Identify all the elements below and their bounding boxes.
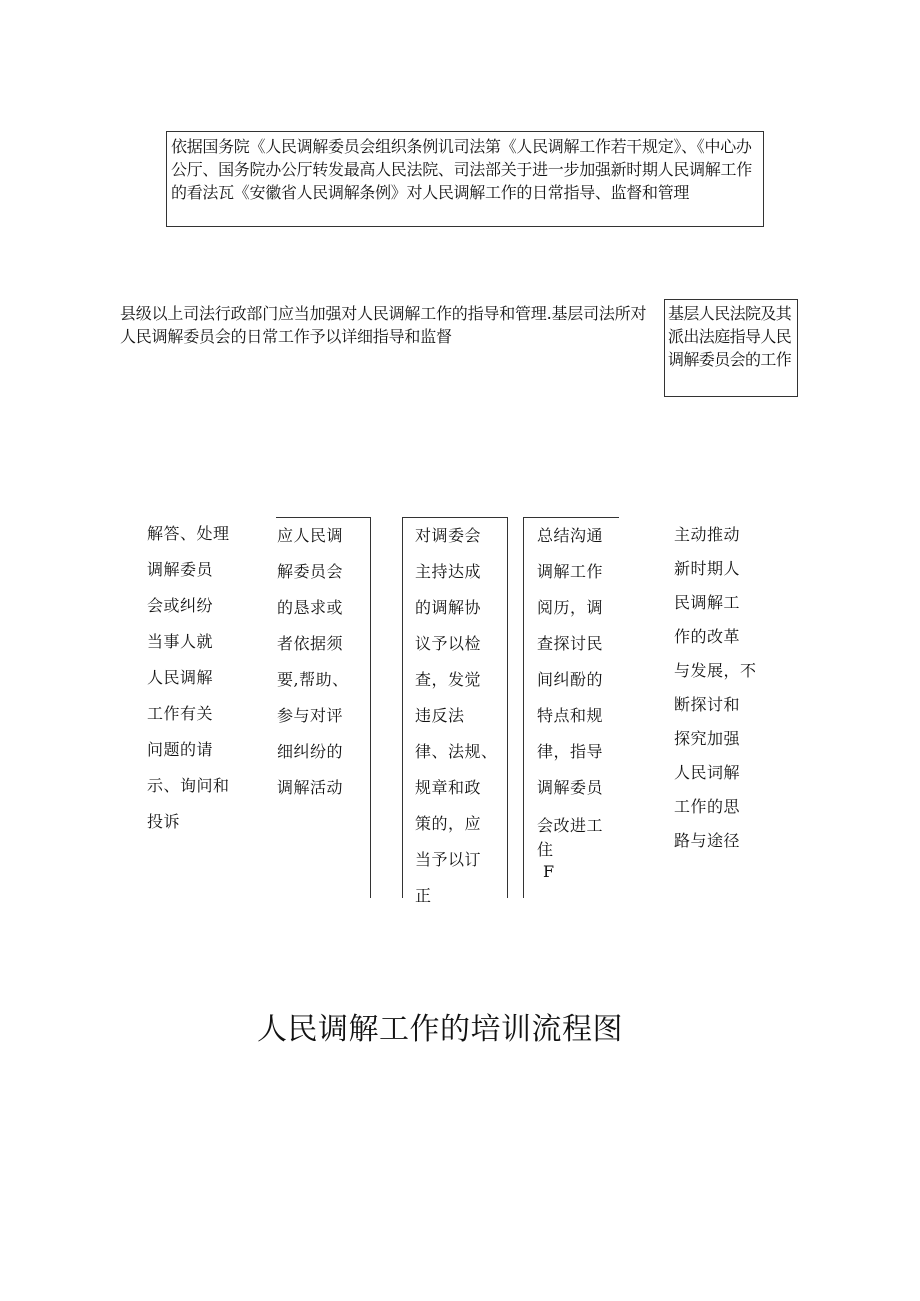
column-line: 解委员会 [277,562,344,581]
column-line: 参与对评 [277,706,344,725]
column-line: 调解委员 [537,778,604,797]
column-line: 律，指导 [537,742,604,761]
court-guidance-text: 基层人民法院及其派出法庭指导人民调解委员会的工作 [668,304,792,369]
column-divider-3 [507,518,508,898]
column-line: 住 [537,840,554,859]
column-line: 示、询问和 [147,776,230,795]
column-line: 工作的思 [674,797,741,816]
legal-basis-text: 依据国务院《人民调解委员会组织条例讥司法第《人民调解工作若干规定》、《中心办公厅、国务院办公厅转发最高人民法院、司法部关于进一步加强新时期人民调解工作的看法瓦《安徽省人民调解条例》对人民调解工作的日常指导、监督和管理 [171,137,752,202]
column-divider-4 [523,518,524,898]
column-line: 民调解工 [674,593,741,612]
column-line: 探究加强 [674,729,741,748]
column-line: 主持达成 [415,562,482,581]
column-line: 作的改革 [674,627,741,646]
column-line: 会或纠纷 [147,596,214,615]
column-line: 总结沟通 [537,526,604,545]
column-divider-2 [402,518,403,898]
column-participation [277,518,349,806]
column-line: 人民词解 [674,763,741,782]
column-line: 工作有关 [147,704,214,723]
column-line: 的调解协 [415,598,482,617]
column-line: 解答、处理 [147,524,230,543]
column-line: 者依据须 [277,634,344,653]
column-line: 律、法规、 [415,742,498,761]
column-line: 断探讨和 [674,695,741,714]
column-line: 调解活动 [277,778,344,797]
column-divider-1 [370,518,371,898]
court-guidance-box [664,299,798,397]
column-line: 应人民调 [277,526,344,545]
legal-basis-box [166,131,764,227]
column-line: 违反法 [415,706,465,725]
column-line: 对调委会 [415,526,482,545]
column-line: 间纠酚的 [537,670,604,689]
column-line: 查，发觉 [415,670,482,689]
column-line: 阅历，调 [537,598,604,617]
column-line: 调解工作 [537,562,604,581]
column-line: 会改进工 [537,816,604,835]
column-line: 规章和政 [415,778,482,797]
column-line: 投诉 [147,812,181,831]
column-line: 细纠纷的 [277,742,344,761]
column-line: 策的，应 [415,814,482,833]
column-line: F [543,862,555,881]
column-line: 主动推动 [674,525,741,544]
column-line: 当事人就 [147,632,214,651]
column-line: 正 [415,886,432,905]
column-experience-summary [537,518,603,882]
column-line: 人民调解 [147,668,214,687]
column-reform-promotion [674,518,757,858]
column-line: 查探讨民 [537,634,604,653]
column-line: 问题的请 [147,740,214,759]
column-line: 新时期人 [674,559,741,578]
judicial-admin-text: 县级以上司法行政部门应当加强对人民调解工作的指导和管理.基层司法所对人民调解委员会的日常工作予以详细指导和监督 [120,304,647,346]
column-line: 议予以检 [415,634,482,653]
column-line: 特点和规 [537,706,604,725]
column-line: 的恳求或 [277,598,344,617]
column-inquiries [147,516,230,840]
column-line: 调解委员 [147,560,214,579]
column-line: 要,帮助、 [277,670,349,689]
column-line: 路与途径 [674,831,741,850]
column-agreement-review [415,518,498,914]
page-title: 人民调解工作的培训流程图 [257,1012,623,1047]
column-line: 当予以订 [415,850,482,869]
column-line: 与发展，不 [674,661,757,680]
